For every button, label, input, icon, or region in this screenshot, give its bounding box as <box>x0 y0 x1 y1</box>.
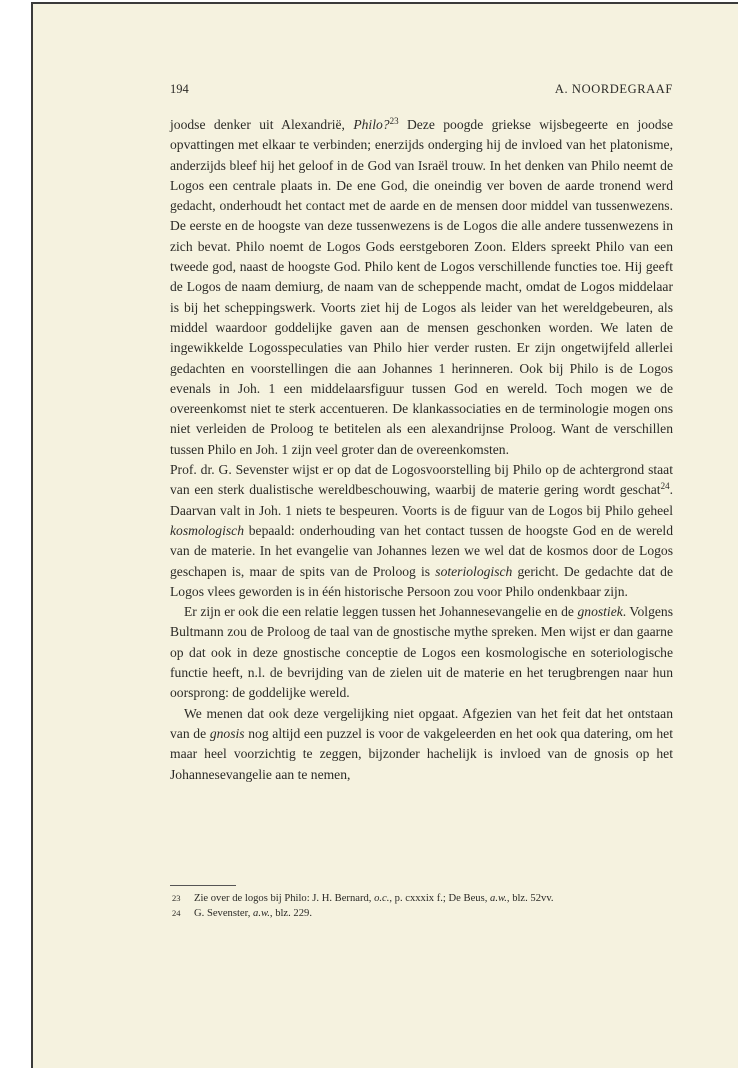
text-run: joodse denker uit Alexandrië, <box>170 117 354 132</box>
text-run: nog altijd een puzzel is voor de vakgeleerden en het ook qua datering, om het maar heel voorzichtig te zeggen, bijzonder hachelijk is invloed van de gnosis op het Johannesevangelie aan te nemen, <box>170 725 673 782</box>
paragraph-4 <box>170 704 673 785</box>
text-run: , blz. 52vv. <box>506 893 554 904</box>
footnote-ref-23: 23 <box>389 116 399 126</box>
text-run: . Daarvan valt in Joh. 1 niets te bespeuren. Voorts is de figuur van de Logos bij Philo geheel <box>170 482 673 518</box>
footnote-divider <box>170 885 236 886</box>
text-run: G. Sevenster, <box>194 908 254 919</box>
text-run: Er zijn er ook die een relatie leggen tussen het Johannesevangelie en de <box>184 604 578 620</box>
page-number: 194 <box>170 82 189 96</box>
text-run: Deze poogde griekse wijsbegeerte en joodse opvattingen met elkaar te verbinden; enerzijds onderging hij de invloed van het platonisme, anderzijds bleef hij het geloof in de God van Israël trouw. In het denken van Philo neemt de Logos een centrale plaats in. De ene God, die oneindig ver boven de aarde tronend werd gedacht, onderhoudt het contact met de aarde en de mensen door middel van tussenwezens. De eerste en de hoogste van deze tussenwezens is de Logos die alle andere tussenwezens in zich bevat. Philo noemt de Logos Gods eerstgeboren Zoon. Elders spreekt Philo van een tweede god, naast de hoogste God. Philo kent de Logos verschillende functies toe. Hij geeft de Logos de naam demiurg, de naam van de scheppende macht, omdat de Logos middelaar is bij het scheppingswerk. Voorts ziet hij de Logos als leider van het wereldgebeuren, als middel waardoor goddelijke gaven aan de mensen geschonken worden. We laten de ingewikkelde Logosspeculaties van Philo hier verder rusten. Er zijn ongetwijfeld allerlei gedachten en voorstellingen die aan Johannes 1 herinneren. Ook bij Philo is de Logos evenals in Joh. 1 een middelaarsfiguur tussen God en wereld. Toch mogen we de overeenkomst niet te sterk accentueren. De klankassociaties en de terminologie mogen ons niet verleiden de Proloog te betitelen als een alexandrijnse Proloog. Want de verschillen tussen Philo en Joh. 1 zijn veel groter dan de overeenkomsten. <box>170 117 673 457</box>
italic-kosmologisch: kosmologisch <box>170 522 245 538</box>
text-run: , blz. 229. <box>269 908 312 919</box>
footnote-24 <box>170 906 673 921</box>
footnote-23 <box>170 891 673 906</box>
paragraph-1 <box>170 115 673 460</box>
text-run: gericht. De gedachte dat de Logos vlees geworden is in één historische Persoon zou voor Philo ondenkbaar zijn. <box>170 563 673 599</box>
footnote-number: 23 <box>172 893 181 903</box>
footnote-number: 24 <box>172 908 181 918</box>
italic-aw: a.w. <box>253 908 270 919</box>
text-run: Prof. dr. G. Sevenster wijst er op dat de Logosvoorstelling bij Philo op de achtergrond staat van een sterk dualistische wereldbeschouwing, waarbij de materie gering wordt geschat <box>170 462 673 498</box>
text-run: Zie over de logos bij Philo: J. H. Bernard, <box>194 893 375 904</box>
italic-aw: a.w. <box>490 893 507 904</box>
body-text <box>170 115 673 785</box>
text-run: We menen dat ook deze vergelijking niet opgaat. Afgezien van het feit dat het ontstaan van de <box>170 705 673 741</box>
italic-philo: Philo? <box>353 117 390 132</box>
italic-gnosis: gnosis <box>209 725 245 741</box>
text-run: . Volgens Bultmann zou de Proloog de taal van de gnostische mythe spreken. Men wijst er dan gaarne op dat ook in deze gnostische conceptie de Logos een kosmologische en soteriologische functie heeft, n.l. de bevrijding van de zielen uit de materie en het terugbrengen naar hun oorsprong: de goddelijke wereld. <box>170 604 673 701</box>
text-run: bepaald: onderhouding van het contact tussen de hoogste God en de wereld van de materie. In het evangelie van Johannes lezen we wel dat de kosmos door de Logos geschapen is, maar de spits van de Proloog is <box>170 522 673 579</box>
italic-gnostiek: gnostiek <box>577 604 623 620</box>
italic-oc: o.c. <box>374 893 390 904</box>
paragraph-3 <box>170 602 673 703</box>
italic-soteriologisch: soteriologisch <box>435 563 513 579</box>
running-head <box>170 81 673 97</box>
footnotes <box>170 891 673 921</box>
running-head-author: A. NOORDEGRAAF <box>554 82 673 96</box>
paragraph-2 <box>170 460 673 602</box>
footnote-ref-24: 24 <box>660 481 670 492</box>
text-run: , p. cxxxix f.; De Beus, <box>389 893 491 904</box>
